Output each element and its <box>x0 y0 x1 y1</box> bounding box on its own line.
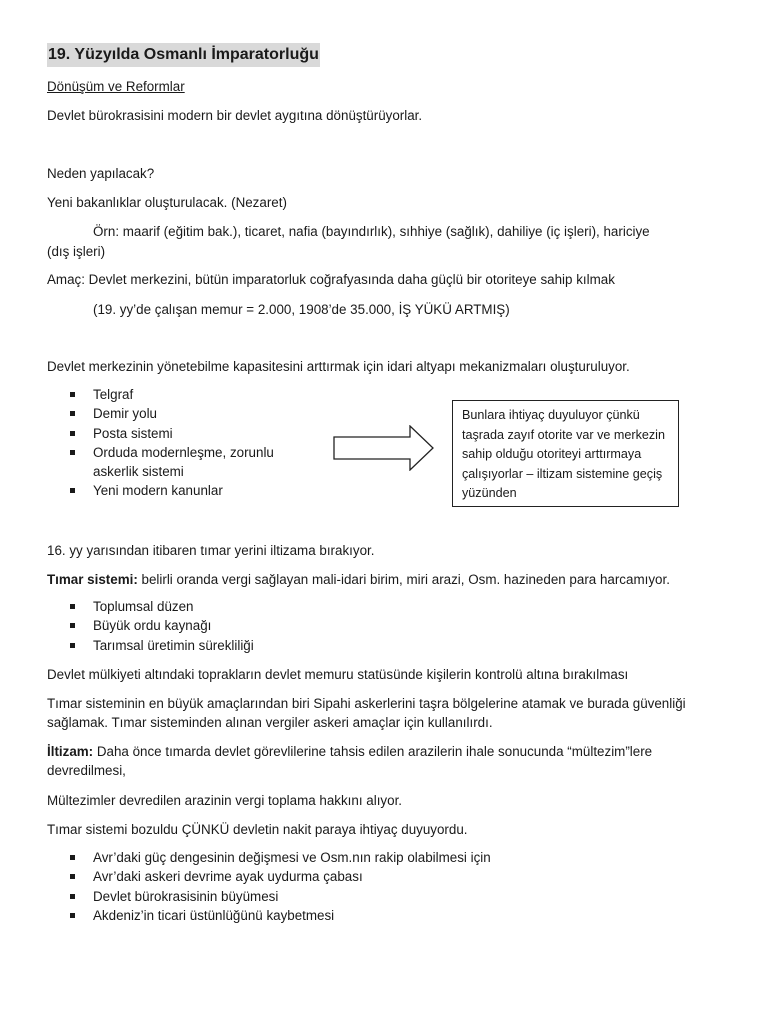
section-subtitle: Dönüşüm ve Reformlar <box>47 79 185 94</box>
example-line: Örn: maarif (eğitim bak.), ticaret, nafia (bayındırlık), sıhhiye (sağlık), dahiliye (iç işleri), hariciye <box>93 224 650 239</box>
explanation-box: Bunlara ihtiyaç duyuluyor çünkü taşrada zayıf otorite var ve merkezin sahip olduğu otoriteyi arttırmaya çalışıyorlar – iltizam sistemine geçiş yüzünden <box>452 400 679 507</box>
timar-label: Tımar sistemi: <box>47 572 138 587</box>
list-item: Devlet bürokrasisinin büyümesi <box>70 887 670 906</box>
bullet-icon <box>70 894 75 899</box>
list-item: Tarımsal üretimin sürekliliği <box>70 636 670 655</box>
paragraph-timar-broken: Tımar sistemi bozuldu ÇÜNKÜ devletin nakit paraya ihtiyaç duyuyordu. <box>47 822 468 837</box>
list-item: Yeni modern kanunlar <box>70 481 310 500</box>
list-item: Demir yolu <box>70 404 310 423</box>
bullet-icon <box>70 450 75 455</box>
officer-stats: (19. yy’de çalışan memur = 2.000, 1908’de 35.000, İŞ YÜKÜ ARTMIŞ) <box>93 302 510 317</box>
list-item: Büyük ordu kaynağı <box>70 616 670 635</box>
infrastructure-list <box>70 385 310 501</box>
list-item: Avr’daki askeri devrime ayak uydurma çabası <box>70 867 670 886</box>
page-title: 19. Yüzyılda Osmanlı İmparatorluğu <box>47 43 320 67</box>
list-item: Avr’daki güç dengesinin değişmesi ve Osm.nın rakip olabilmesi için <box>70 848 670 867</box>
bullet-icon <box>70 643 75 648</box>
iltizam-label: İltizam: <box>47 744 94 759</box>
list-item: Toplumsal düzen <box>70 597 670 616</box>
right-arrow-icon <box>333 425 435 471</box>
bullet-icon <box>70 604 75 609</box>
question-why: Neden yapılacak? <box>47 166 155 181</box>
timar-text: belirli oranda vergi sağlayan mali-idari birim, miri arazi, Osm. hazineden para harcamıyor. <box>137 572 670 587</box>
bullet-icon <box>70 411 75 416</box>
paragraph-bureaucracy: Devlet bürokrasisini modern bir devlet aygıtına dönüştürüyorlar. <box>47 108 423 123</box>
timar-list <box>70 597 670 655</box>
list-item: Akdeniz’in ticari üstünlüğünü kaybetmesi <box>70 906 670 925</box>
bullet-icon <box>70 874 75 879</box>
bullet-icon <box>70 855 75 860</box>
paragraph-ministries: Yeni bakanlıklar oluşturulacak. (Nezaret) <box>47 195 287 210</box>
timar-definition <box>47 570 727 589</box>
iltizam-text: Daha önce tımarda devlet görevlilerine tahsis edilen arazilerin ihale sonucunda “mültezim”lere devredilmesi, <box>47 744 653 778</box>
paragraph-capacity: Devlet merkezinin yönetebilme kapasitesini arttırmak için idari altyapı mekanizmaları oluşturuluyor. <box>47 359 630 374</box>
bullet-icon <box>70 913 75 918</box>
iltizam-definition <box>47 742 719 780</box>
list-item: Posta sistemi <box>70 424 310 443</box>
bullet-icon <box>70 623 75 628</box>
paragraph-multezim: Mültezimler devredilen arazinin vergi toplama hakkını alıyor. <box>47 793 403 808</box>
paragraph-sipahi: Tımar sisteminin en büyük amaçlarından biri Sipahi askerlerini taşra bölgelerine atamak ve burada güvenliği sağlamak. Tımar sisteminden alınan vergiler askeri amaçlar için kullanılırdı. <box>47 696 686 730</box>
reasons-list <box>70 848 670 925</box>
paragraph-timar-iltizam: 16. yy yarısından itibaren tımar yerini iltizama bırakıyor. <box>47 543 375 558</box>
bullet-icon <box>70 488 75 493</box>
example-line-continued: (dış işleri) <box>47 244 106 259</box>
paragraph-state-land: Devlet mülkiyeti altındaki toprakların devlet memuru statüsünde kişilerin kontrolü altına bırakılması <box>47 667 629 682</box>
aim-line: Amaç: Devlet merkezini, bütün imparatorluk coğrafyasında daha güçlü bir otoriteye sahip kılmak <box>47 272 615 287</box>
bullet-icon <box>70 431 75 436</box>
bullet-icon <box>70 392 75 397</box>
list-item: Telgraf <box>70 385 310 404</box>
list-item: Orduda modernleşme, zorunlu askerlik sistemi <box>70 443 310 482</box>
